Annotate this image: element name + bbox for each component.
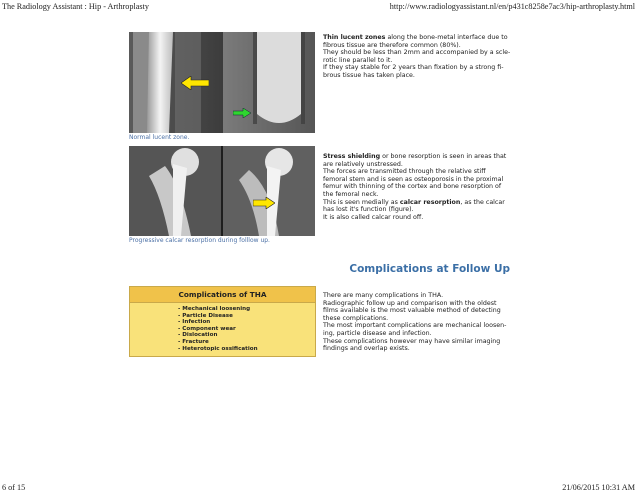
page-header-url[interactable]: http://www.radiologyassistant.nl/en/p431c8258e7ac3/hip-arthroplasty.html	[389, 2, 635, 11]
list-item: - Mechanical loosening	[178, 306, 251, 312]
yellow-arrow-icon	[253, 194, 275, 213]
list-item: - Dislocation	[178, 332, 218, 339]
list-item: - Heterotopic ossification	[178, 345, 258, 352]
term-calcar-resorption: calcar resorption	[399, 198, 461, 206]
table-title: Complications of THA	[130, 287, 315, 303]
list-item: - Particle Disease	[178, 312, 233, 319]
list-item: - Fracture	[178, 338, 209, 345]
complications-table	[129, 286, 316, 357]
figure-caption-lucent-zone: Normal lucent zone.	[129, 134, 190, 141]
green-arrow-icon	[233, 103, 251, 122]
yellow-arrow-icon	[181, 75, 209, 94]
page-number: 6 of 15	[2, 483, 26, 492]
print-datetime: 21/06/2015 10:31 AM	[562, 483, 635, 492]
list-item: - Component wear	[178, 325, 236, 332]
figure-caption-calcar-resorption: Progressive calcar resorption during folllow up.	[129, 237, 270, 244]
section-title: Complications at Follow Up	[349, 263, 510, 275]
paragraph-lucent-zones: Thin lucent zones along the bone-metal interface due to fibrous tissue are therefore common (80%). They should be less than 2mm and accompanied by a scle- rotic line parallel to it. If they stay stable for 2 years than fixation by a strong fi- brous tissue has taken place.	[323, 34, 511, 79]
page-header-title: The Radiology Assistant : Hip - Arthroplasty	[2, 2, 149, 11]
list-item: - Infection	[178, 319, 211, 326]
term-stress-shielding: Stress shielding	[323, 153, 381, 160]
paragraph-complications: There are many complications in THA. Radiographic follow up and comparison with the oldest films available is the most valuable method of detecting these complications. The most important complications are mechanical loosen- ing, particle disease and infection. These complications however may have similar imaging findings and overlap exists.	[323, 292, 507, 353]
xray-image-calcar-resorption	[129, 146, 315, 236]
term-thin-lucent-zones: Thin lucent zones	[323, 34, 386, 41]
complications-list	[178, 306, 315, 352]
paragraph-stress-shielding: Stress shielding or bone resorption is seen in areas that are relatively unstressed. The forces are transmitted through the relative stiff femoral stem and is seen as osteoporosis in the proximal femur with thinning of the cortex and bone resorption of the femoral neck. This is seen medially as calcar resorption, as the calcar has lost it's function (figure). It is also called calcar round off.	[323, 153, 507, 221]
xray-image-lucent-zone	[129, 32, 315, 133]
